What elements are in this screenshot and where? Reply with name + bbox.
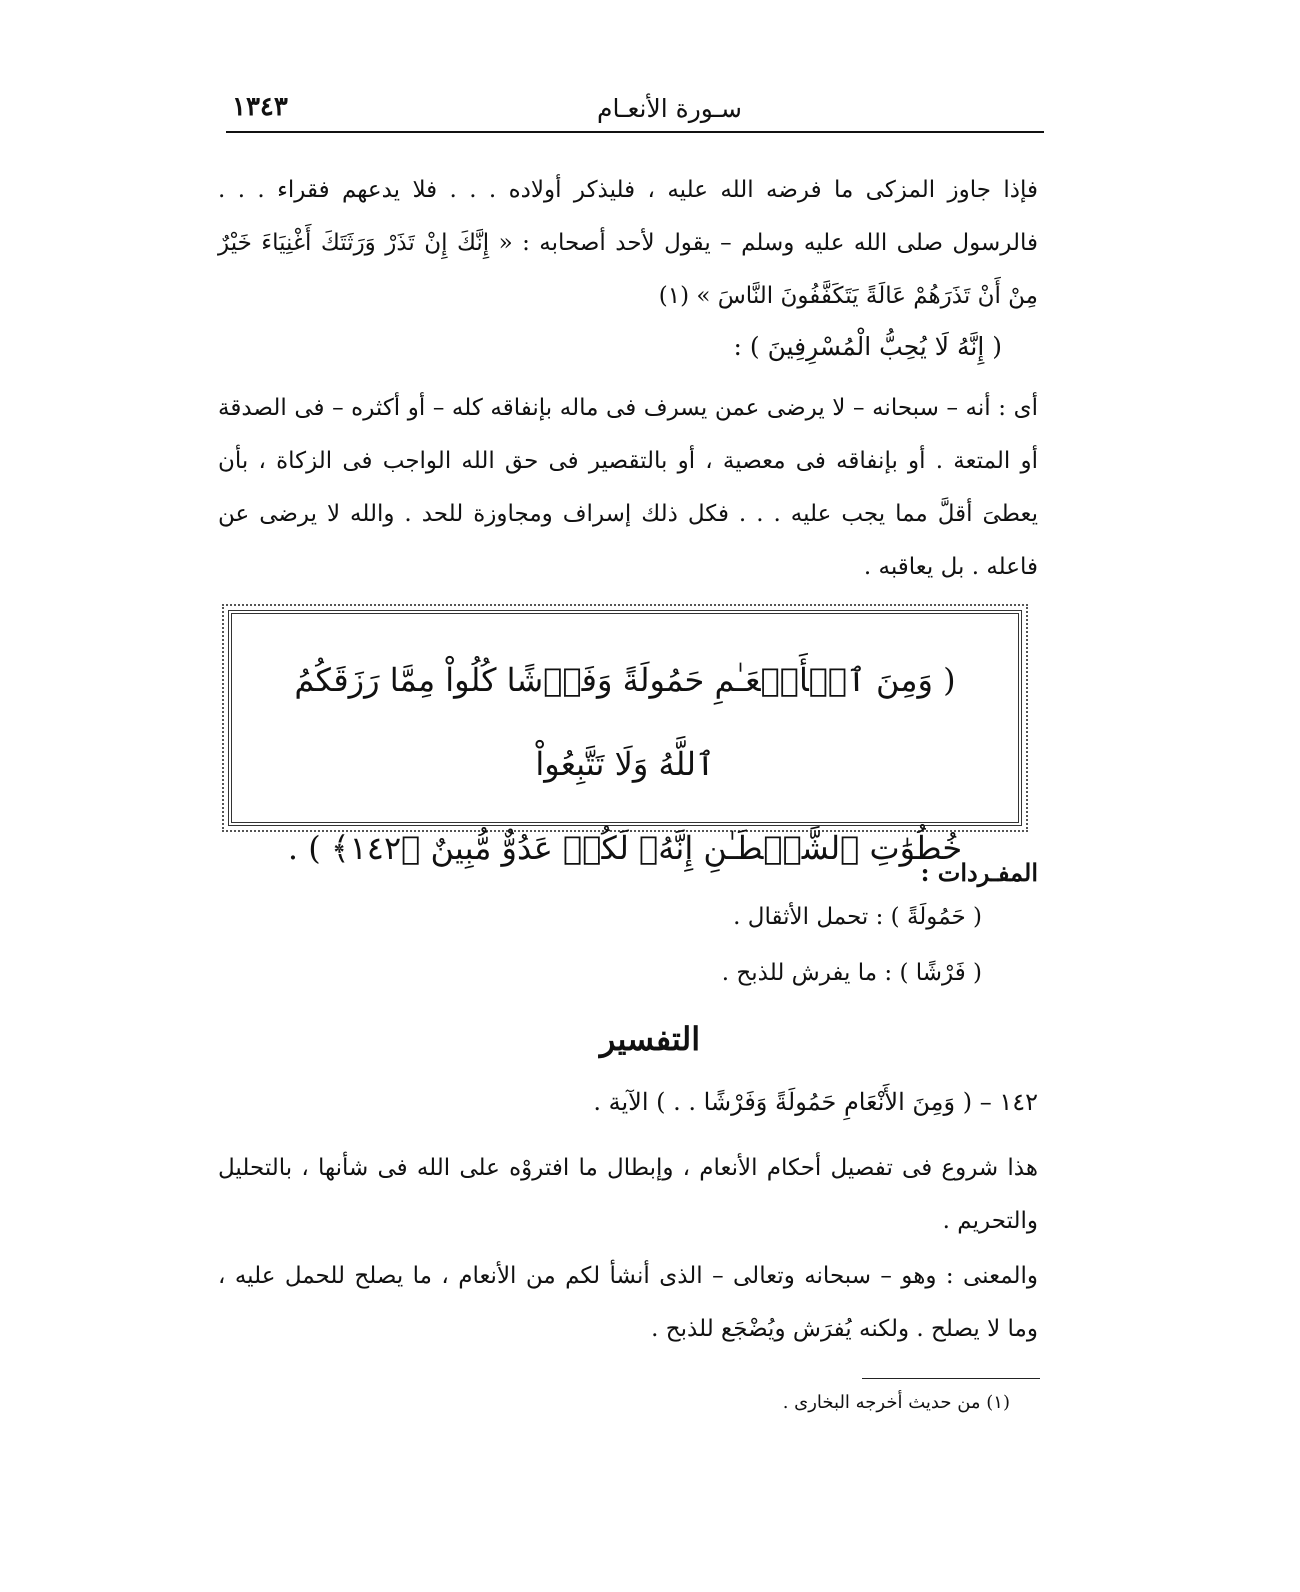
vocabulary-item: ( فَرْشًا ) : ما يفرش للذبح . bbox=[721, 960, 982, 986]
vocabulary-item: ( حَمُولَةً ) : تحمل الأثقال . bbox=[733, 904, 982, 930]
quote-musrifin: ( إِنَّهُ لَا يُحِبُّ الْمُسْرِفِينَ ) : bbox=[733, 332, 1002, 361]
tafsir-heading: التفسير bbox=[599, 1020, 701, 1058]
surah-title: سـورة الأنعـام bbox=[597, 94, 742, 123]
paragraph-zakat: فإذا جاوز المزكى ما فرضه الله عليه ، فليذكر أولاده . . . فلا يدعهم فقراء . . . فالرسول صلى الله عليه وسلم – يقول لأحد أصحابه : « إِنَّكَ إِنْ تَذَرْ وَرَثَتَكَ أَغْنِيَاءَ خَيْرٌ مِنْ أَنْ تَذَرَهُمْ عَالَةً يَتَكَفَّفُونَ النَّاسَ » (١) bbox=[218, 177, 1039, 309]
footnote: (١) من حديث أخرجه البخارى . bbox=[782, 1392, 1010, 1413]
paragraph-israf: أى : أنه – سبحانه – لا يرضى عمن يسرف فى ماله بإنفاقه كله – أو أكثره – فى الصدقة أو المتعة . أو بإنفاقه فى معصية ، أو بالتقصير فى حق الله الواجب فى الزكاة ، بأن يعطىَ أقلَّ مما يجب عليه . . . فكل ذلك إسراف ومجاوزة للحد . والله لا يرضى عن فاعله . بل يعاقبه . bbox=[218, 395, 1038, 580]
paragraph-meaning: والمعنى : وهو – سبحانه وتعالى – الذى أنشأ لكم من الأنعام ، ما يصلح للحمل عليه ، وما لا يصلح . ولكنه يُفرَش ويُضْجَع للذبح . bbox=[218, 1263, 1038, 1342]
verse-line-1: ( وَمِنَ ٱلۡأَنۡعَـٰمِ حَمُولَةً وَفَرۡشًا كُلُواْ مِمَّا رَزَقَكُمُ ٱللَّهُ وَلَا تَتَّبِعُواْ bbox=[294, 661, 956, 783]
vocabulary-heading: المفـردات : bbox=[920, 858, 1038, 887]
page-header bbox=[232, 92, 1042, 132]
aya-reference: ١٤٢ – ( وَمِنَ الأَنْعَامِ حَمُولَةً وَفَرْشًا . . ) الآية . bbox=[593, 1088, 1038, 1116]
page-number: ١٣٤٣ bbox=[232, 92, 288, 122]
header-divider bbox=[226, 131, 1044, 133]
paragraph-tafsir-intro: هذا شروع فى تفصيل أحكام الأنعام ، وإبطال ما افتروْه على الله فى شأنها ، بالتحليل والتحريم . bbox=[218, 1155, 1038, 1234]
verse-frame bbox=[228, 610, 1022, 867]
footnote-divider bbox=[862, 1378, 1040, 1379]
verse-line-2: خُطُوَٰتِ ٱلشَّيۡطَـٰنِ إِنَّهُۥ لَكُمۡ عَدُوٌّ مُّبِينٌ ﴿١٤٢﴾ ) . bbox=[287, 829, 963, 867]
verse-text bbox=[272, 638, 978, 890]
